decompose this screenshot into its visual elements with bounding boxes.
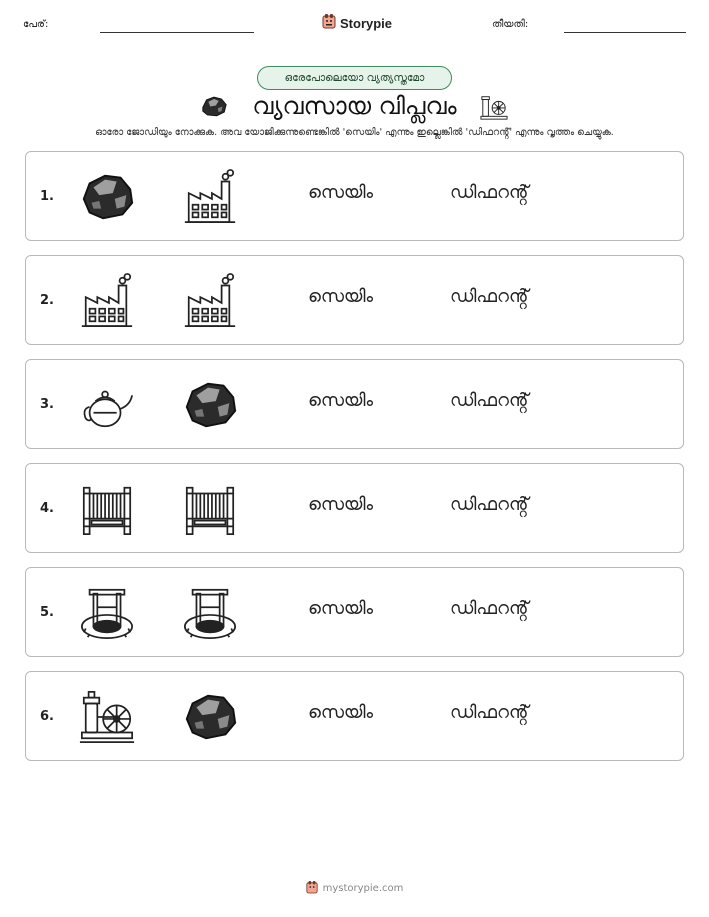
spinning-machine-icon	[480, 93, 508, 125]
loom-icon	[181, 480, 239, 538]
date-field[interactable]	[564, 32, 686, 33]
question-number: 6.	[40, 709, 54, 724]
question-row	[25, 671, 684, 761]
question-row	[25, 567, 684, 657]
storypie-logo-icon	[322, 13, 336, 33]
loom-icon	[78, 480, 136, 538]
different-option[interactable]: ഡിഫറൻ്റ്	[450, 702, 529, 723]
storypie-logo-icon	[306, 880, 318, 897]
same-option[interactable]: സെയിം	[308, 182, 374, 203]
mine-icon	[181, 584, 239, 642]
question-number: 5.	[40, 605, 54, 620]
name-field[interactable]	[100, 32, 254, 33]
date-label: തീയതി:	[492, 19, 529, 30]
question-row	[25, 151, 684, 241]
factory-icon	[181, 272, 239, 330]
question-number: 2.	[40, 293, 54, 308]
question-number: 1.	[40, 189, 54, 204]
same-option[interactable]: സെയിം	[308, 702, 374, 723]
coal-icon	[181, 376, 239, 434]
different-option[interactable]: ഡിഫറൻ്റ്	[450, 182, 529, 203]
question-row	[25, 463, 684, 553]
factory-icon	[78, 272, 136, 330]
steam-engine-icon	[78, 688, 136, 746]
coal-icon	[181, 688, 239, 746]
footer	[0, 880, 709, 897]
question-row	[25, 255, 684, 345]
instruction-text: ഓരോ ജോഡിയും നോക്കുക. അവ യോജിക്കുന്നുണ്ടെങ്കിൽ 'സെയിം' എന്നും ഇല്ലെങ്കിൽ 'ഡിഫറൻ്റ്' എന്നും വൃത്തം ചെയ്യുക.	[95, 127, 614, 138]
different-option[interactable]: ഡിഫറൻ്റ്	[450, 286, 529, 307]
title-row	[0, 90, 709, 124]
same-option[interactable]: സെയിം	[308, 390, 374, 411]
factory-icon	[181, 168, 239, 226]
worksheet-type-badge: ഒരേപോലെയോ വ്യത്യസ്തമോ	[257, 66, 452, 90]
same-option[interactable]: സെയിം	[308, 286, 374, 307]
coal-icon	[78, 168, 136, 226]
teapot-icon	[78, 376, 136, 434]
brand-name: Storypie	[340, 15, 393, 31]
page-title: വ്യവസായ വിപ്ലവം	[252, 92, 457, 120]
question-row	[25, 359, 684, 449]
brand	[322, 13, 392, 33]
footer-url[interactable]: mystorypie.com	[322, 883, 404, 894]
different-option[interactable]: ഡിഫറൻ്റ്	[450, 598, 529, 619]
different-option[interactable]: ഡിഫറൻ്റ്	[450, 494, 529, 515]
mine-icon	[78, 584, 136, 642]
question-number: 4.	[40, 501, 54, 516]
name-label: പേര്:	[23, 19, 49, 30]
different-option[interactable]: ഡിഫറൻ്റ്	[450, 390, 529, 411]
question-number: 3.	[40, 397, 54, 412]
same-option[interactable]: സെയിം	[308, 598, 374, 619]
same-option[interactable]: സെയിം	[308, 494, 374, 515]
